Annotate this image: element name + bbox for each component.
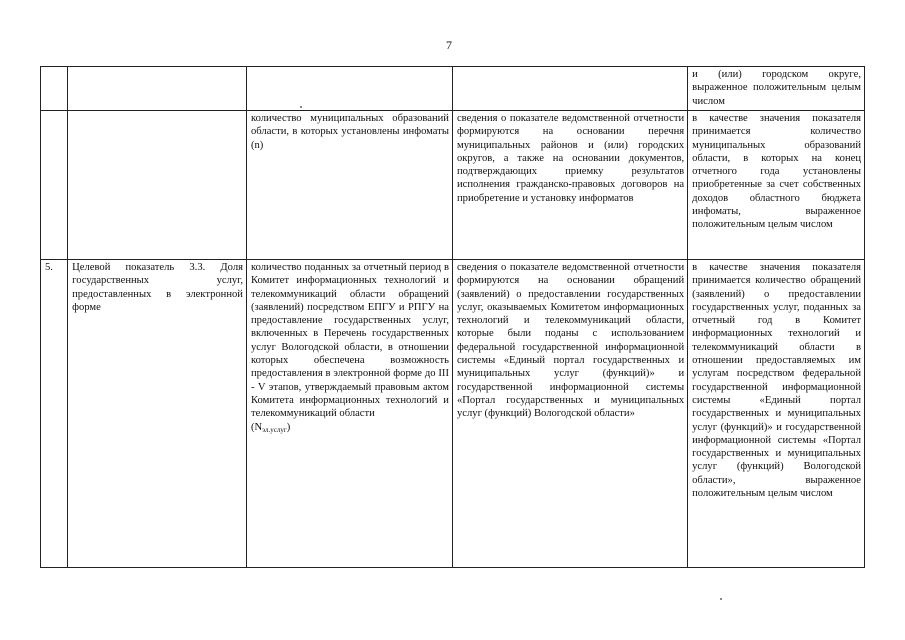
- cell-description: количество муниципальных образований области, в которых установлены инфоматы (n): [246, 111, 452, 260]
- table-row: [41, 111, 865, 260]
- scan-speck: [300, 106, 302, 108]
- indicator-table: [40, 66, 865, 568]
- formula-open: (N: [250, 421, 263, 433]
- cell-number: 5.: [41, 260, 68, 568]
- formula-subscript: эл.услуг: [262, 425, 287, 434]
- cell-note: и (или) городском округе, выраженное положительным целым числом: [688, 67, 865, 111]
- cell-source: [452, 67, 687, 111]
- cell-number: [41, 111, 68, 260]
- cell-indicator-name: [68, 111, 247, 260]
- formula-close: ): [286, 421, 291, 433]
- cell-description: [246, 260, 452, 568]
- cell-indicator-name: [68, 67, 247, 111]
- description-text: количество поданных за отчетный период в Комитет информационных технологий и телекоммуникаций области обращений (заявлений) посредством ЕПГУ и РПГУ на предоставление государственных услуг, включенных в Перечень государственных услуг Вологодской области, в отношении которых обеспечена возможность предоставления в электронной форме до III - V этапов, утверждаемый правовым актом Комитета информационных технологий и телекоммуникаций области: [250, 262, 449, 420]
- scan-speck: [720, 598, 722, 600]
- cell-source: сведения о показателе ведомственной отчетности формируются на основании перечня муниципальных районов и (или) городских округов, а также на основании документов, подтверждающих приемку результатов исполнения гражданско-правовых договоров на приобретение и установку информатов: [452, 111, 687, 260]
- formula-text: [251, 422, 290, 433]
- cell-source: сведения о показателе ведомственной отчетности формируются на основании обращений (заявлений) о предоставлении государственных услуг, оказываемых Комитетом информационных технологий и телекоммуникаций области, которые были поданы с использованием федеральной государственной информационной системы «Единый портал государственных и муниципальных услуг (функций)» и государственной информационной системы «Портал государственных и муниципальных услуг (функций) Вологодской области»: [452, 260, 687, 568]
- table-row: [41, 260, 865, 568]
- cell-description: [246, 67, 452, 111]
- cell-number: [41, 67, 68, 111]
- table-row: [41, 67, 865, 111]
- cell-note: в качестве значения показателя принимается количество обращений (заявлений) о предоставлении государственных услуг, поданных за отчетный год в Комитет информационных технологий и телекоммуникаций области в отношении предоставляемых им услугам посредством федеральной государственной информационной системы «Единый портал государственных и муниципальных услуг (функций)» и государственной информационной системы «Портал государственных и муниципальных услуг (функций) Вологодской области», выраженное положительным целым числом: [688, 260, 865, 568]
- cell-note: в качестве значения показателя принимается количество муниципальных образований области, в которых на конец отчетного года установлены приобретенные за счет собственных доходов областного бюджета инфоматы, выраженное положительным целым числом: [688, 111, 865, 260]
- page-number: 7: [446, 38, 452, 52]
- cell-indicator-name: Целевой показатель 3.3. Доля государственных услуг, предоставленных в электронной форме: [68, 260, 247, 568]
